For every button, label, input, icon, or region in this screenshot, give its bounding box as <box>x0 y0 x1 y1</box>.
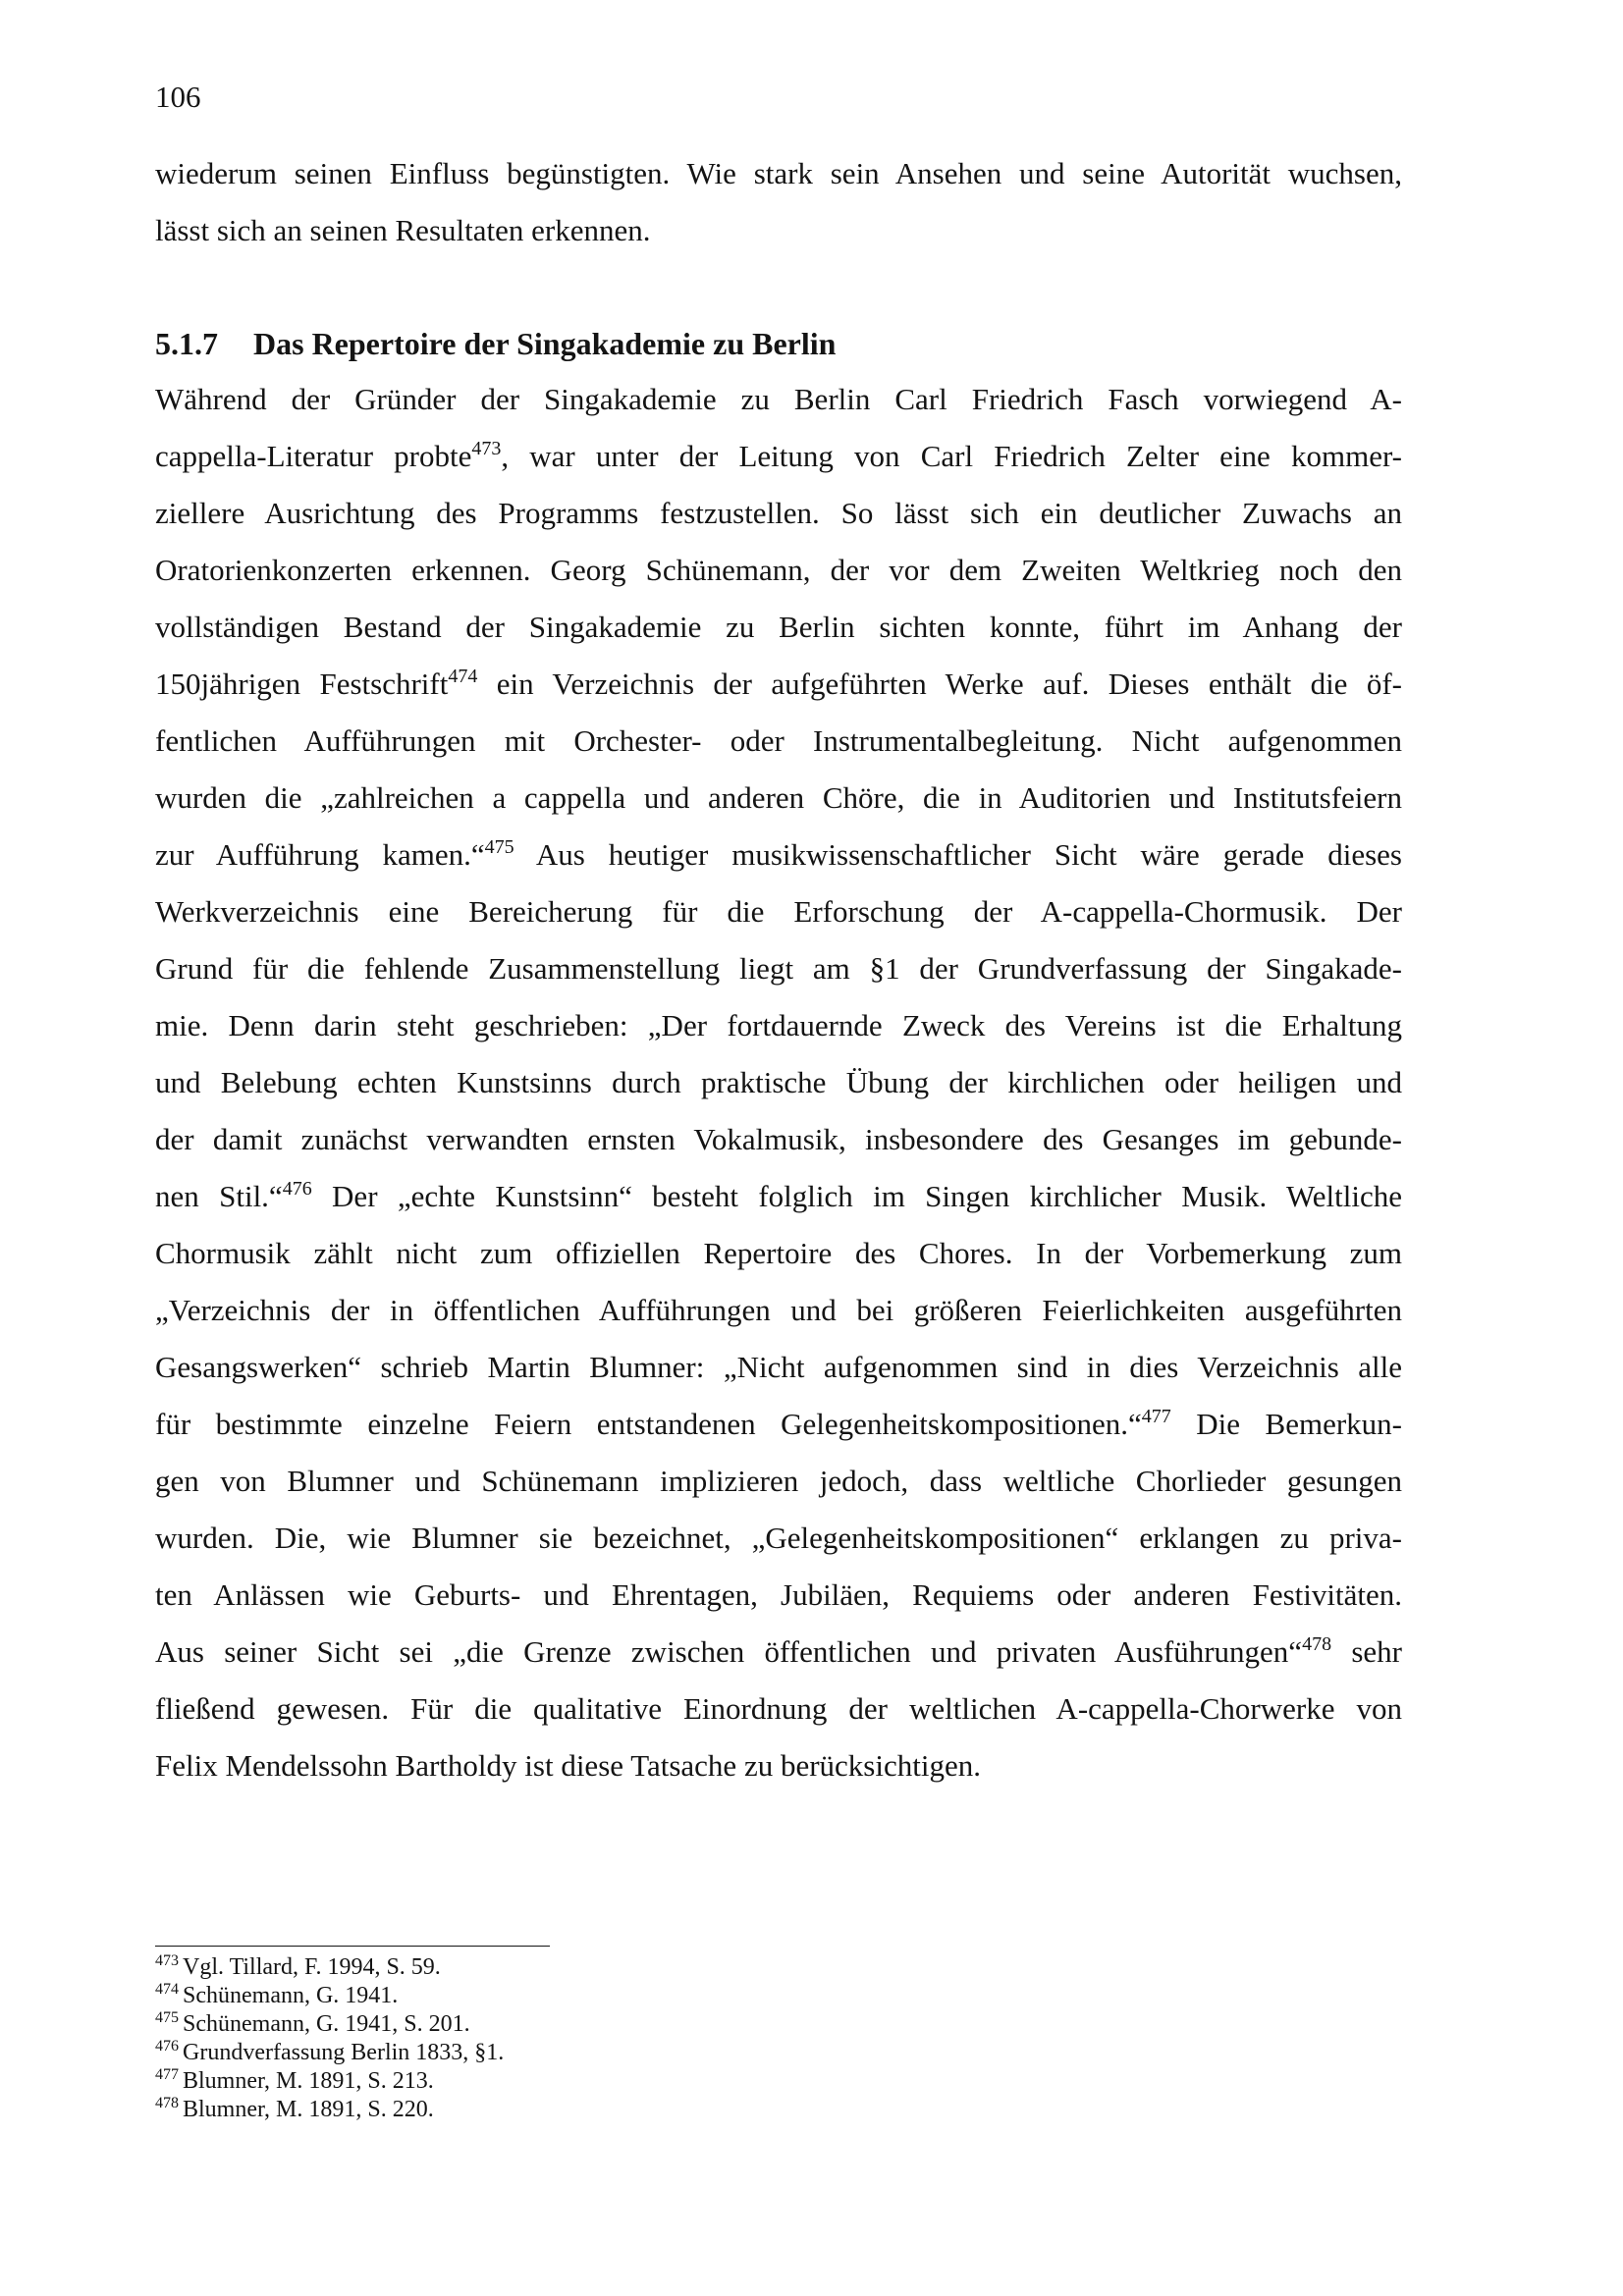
line-text: ziellere Ausrichtung des Programms festzustellen. So lässt sich ein deutlicher Zuwachs an <box>155 496 1402 530</box>
footnote <box>155 2039 504 2067</box>
line-text: Aus heutiger musikwissenschaftlicher Sicht wäre gerade dieses <box>514 837 1402 872</box>
line-text: für bestimmte einzelne Feiern entstandenen Gelegenheitskompositionen.“ <box>155 1407 1142 1441</box>
text-line <box>155 1339 1402 1396</box>
text-line <box>155 1225 1402 1282</box>
line-text: ten Anlässen wie Geburts- und Ehrentagen, Jubiläen, Requiems oder anderen Festivitäten. <box>155 1577 1402 1612</box>
footnote-text: Vgl. Tillard, F. 1994, S. 59. <box>183 1954 441 1980</box>
text-line <box>155 371 1402 428</box>
text-line <box>155 542 1402 599</box>
footnote <box>155 2067 504 2096</box>
section-title: Das Repertoire der Singakademie zu Berlin <box>253 326 837 361</box>
footnote-reference[interactable]: 477 <box>1141 1406 1171 1427</box>
line-text: wurden. Die, wie Blumner sie bezeichnet, „Gelegenheitskompositionen“ erklangen zu priva- <box>155 1521 1402 1555</box>
footnote <box>155 2010 504 2039</box>
footnote <box>155 1982 504 2010</box>
line-text: der damit zunächst verwandten ernsten Vokalmusik, insbesondere des Gesanges im gebunde- <box>155 1122 1402 1156</box>
body-paragraph <box>155 371 1402 1794</box>
text-line <box>155 656 1402 713</box>
text-line <box>155 1054 1402 1111</box>
footnote-number: 478 <box>155 2095 179 2111</box>
text-line <box>155 599 1402 656</box>
line-text: Felix Mendelssohn Bartholdy ist diese Tatsache zu berücksichtigen. <box>155 1748 981 1783</box>
line-text: gen von Blumner und Schünemann implizieren jedoch, dass weltliche Chorlieder gesungen <box>155 1464 1402 1498</box>
line-text: Der „echte Kunstsinn“ besteht folglich im Singen kirchlicher Musik. Weltliche <box>311 1179 1402 1213</box>
text-line <box>155 1510 1402 1567</box>
line-text: Oratorienkonzerten erkennen. Georg Schünemann, der vor dem Zweiten Weltkrieg noch den <box>155 553 1402 587</box>
line-text: vollständigen Bestand der Singakademie zu Berlin sichten konnte, führt im Anhang der <box>155 610 1402 644</box>
line-text: wurden die „zahlreichen a cappella und anderen Chöre, die in Auditorien und Institutsfeiern <box>155 780 1402 815</box>
line-text: mie. Denn darin steht geschrieben: „Der fortdauernde Zweck des Vereins ist die Erhaltung <box>155 1008 1402 1042</box>
text-line <box>155 1282 1402 1339</box>
footnote-reference[interactable]: 473 <box>471 438 502 459</box>
footnote-text: Grundverfassung Berlin 1833, §1. <box>183 2040 505 2065</box>
footnote-number: 474 <box>155 1981 179 1998</box>
text-line <box>155 1737 1402 1794</box>
footnotes <box>155 1953 504 2124</box>
line-text: , war unter der Leitung von Carl Friedrich Zelter eine kommer- <box>501 439 1402 473</box>
text-line <box>155 940 1402 997</box>
line-text: Gesangswerken“ schrieb Martin Blumner: „Nicht aufgenommen sind in dies Verzeichnis alle <box>155 1350 1402 1384</box>
footnote-text: Blumner, M. 1891, S. 220. <box>183 2097 434 2122</box>
footnote <box>155 1953 504 1982</box>
line-text: ein Verzeichnis der aufgeführten Werke auf. Dieses enthält die öf- <box>477 667 1402 701</box>
text-line <box>155 1681 1402 1737</box>
footnote-reference[interactable]: 478 <box>1302 1633 1332 1655</box>
line-text: cappella-Literatur probte <box>155 439 472 473</box>
text-line <box>155 1567 1402 1624</box>
text-line <box>155 1453 1402 1510</box>
line-text: Grund für die fehlende Zusammenstellung liegt am §1 der Grundverfassung der Singakade- <box>155 951 1402 986</box>
line-text: fentlichen Aufführungen mit Orchester- oder Instrumentalbegleitung. Nicht aufgenommen <box>155 723 1402 758</box>
line-text: Chormusik zählt nicht zum offiziellen Repertoire des Chores. In der Vorbemerkung zum <box>155 1236 1402 1270</box>
text-line <box>155 428 1402 485</box>
footnote-reference[interactable]: 475 <box>484 836 514 858</box>
footnote-text: Schünemann, G. 1941. <box>183 1983 399 2008</box>
line-text: zur Aufführung kamen.“ <box>155 837 485 872</box>
line-text: Werkverzeichnis eine Bereicherung für die Erforschung der A-cappella-Chormusik. Der <box>155 894 1402 929</box>
line-text: nen Stil.“ <box>155 1179 283 1213</box>
text-line <box>155 1168 1402 1225</box>
text-line <box>155 713 1402 770</box>
text-line <box>155 770 1402 827</box>
text-line <box>155 1111 1402 1168</box>
footnote-reference[interactable]: 476 <box>282 1178 312 1200</box>
footnote-separator <box>155 1946 550 1947</box>
text-line <box>155 485 1402 542</box>
text-line <box>155 883 1402 940</box>
line-text: Aus seiner Sicht sei „die Grenze zwischen öffentlichen und privaten Ausführungen“ <box>155 1634 1303 1669</box>
footnote-text: Blumner, M. 1891, S. 213. <box>183 2068 434 2094</box>
text-line: wiederum seinen Einfluss begünstigten. Wie stark sein Ansehen und seine Autorität wuchsen, <box>155 156 1402 190</box>
line-text: 150jährigen Festschrift <box>155 667 449 701</box>
section-number: 5.1.7 <box>155 326 218 361</box>
intro-paragraph <box>155 145 1402 259</box>
line-text: Während der Gründer der Singakademie zu Berlin Carl Friedrich Fasch vorwiegend A- <box>155 382 1402 416</box>
text-line: lässt sich an seinen Resultaten erkennen. <box>155 213 651 247</box>
footnote-reference[interactable]: 474 <box>448 666 478 687</box>
line-text: sehr <box>1331 1634 1402 1669</box>
line-text: fließend gewesen. Für die qualitative Einordnung der weltlichen A-cappella-Chorwerke von <box>155 1691 1402 1726</box>
footnote <box>155 2096 504 2124</box>
line-text: und Belebung echten Kunstsinns durch praktische Übung der kirchlichen oder heiligen und <box>155 1065 1402 1099</box>
line-text: Die Bemerkun- <box>1170 1407 1402 1441</box>
text-line <box>155 1396 1402 1453</box>
text-line <box>155 997 1402 1054</box>
footnote-number: 476 <box>155 2038 179 2055</box>
footnote-number: 473 <box>155 1952 179 1969</box>
footnote-number: 475 <box>155 2009 179 2026</box>
footnote-number: 477 <box>155 2066 179 2083</box>
section-heading <box>155 319 836 368</box>
line-text: „Verzeichnis der in öffentlichen Aufführungen und bei größeren Feierlichkeiten ausgeführten <box>155 1293 1402 1327</box>
page-number: 106 <box>155 80 201 114</box>
footnote-text: Schünemann, G. 1941, S. 201. <box>183 2011 470 2037</box>
text-line <box>155 1624 1402 1681</box>
text-line <box>155 827 1402 883</box>
